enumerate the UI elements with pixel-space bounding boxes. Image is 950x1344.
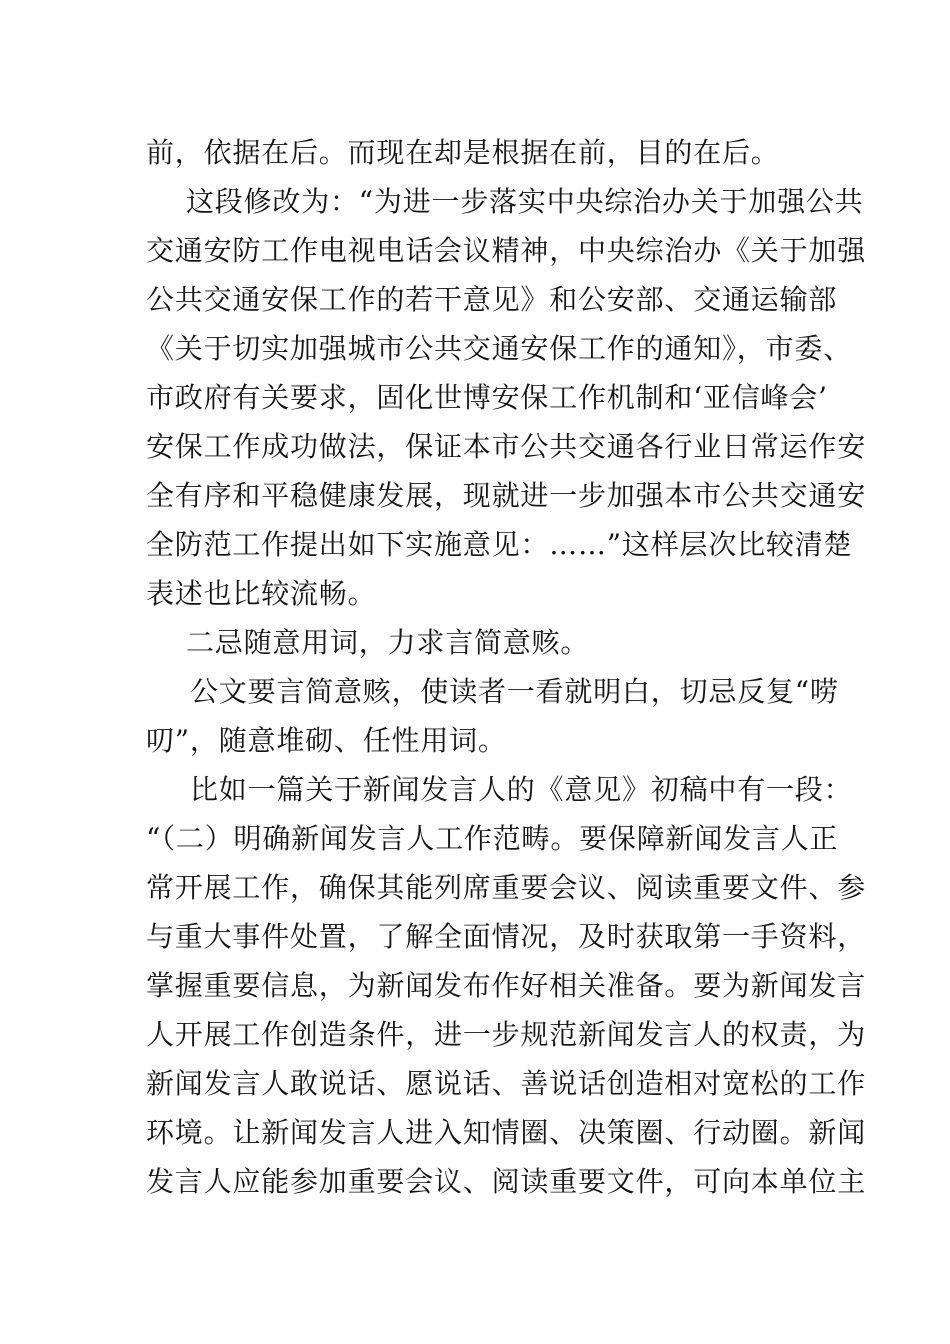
paragraph [146, 667, 839, 765]
text-line: 全有序和平稳健康发展，现就进一步加强本市公共交通安 [146, 479, 867, 512]
text-line: 交通安防工作电视电话会议精神，中央综治办《关于加强 [146, 234, 867, 267]
text-line: 人开展工作创造条件，进一步规范新闻发言人的权责，为 [146, 1018, 867, 1051]
text-line: 公文要言简意赅，使读者一看就明白，切忌反复“唠 [190, 675, 839, 708]
text-line: 《关于切实加强城市公共交通安保工作的通知》，市委、 [146, 332, 853, 365]
text-line: 叨”，随意堆砌、任性用词。 [146, 724, 507, 757]
text-line: “（二）明确新闻发言人工作范畴。要保障新闻发言人正 [146, 822, 839, 855]
text-line: 与重大事件处置，了解全面情况，及时获取第一手资料， [146, 920, 867, 953]
text-line: 表述也比较流畅。 [146, 577, 377, 610]
text-line: 全防范工作提出如下实施意见：……”这样层次比较清楚 [146, 528, 853, 561]
text-line: 比如一篇关于新闻发言人的《意见》初稿中有一段： [190, 773, 853, 806]
document-body [146, 128, 867, 1206]
paragraph [146, 618, 810, 667]
text-line: 新闻发言人敢说话、愿说话、善说话创造相对宽松的工作 [146, 1067, 867, 1100]
text-line: 常开展工作，确保其能列席重要会议、阅读重要文件、参 [146, 871, 867, 904]
text-line: 发言人应能参加重要会议、阅读重要文件，可向本单位主 [146, 1165, 867, 1198]
text-line: 前，依据在后。而现在却是根据在前，目的在后。 [146, 136, 780, 169]
paragraph [146, 177, 867, 618]
text-line: 公共交通安保工作的若干意见》和公安部、交通运输部 [146, 283, 838, 316]
text-line: 市政府有关要求，固化世博安保工作机制和‘亚信峰会’ [146, 381, 828, 414]
text-line: 这段修改为：“为进一步落实中央综治办关于加强公共 [186, 185, 864, 218]
paragraph [146, 128, 810, 177]
text-line: 安保工作成功做法，保证本市公共交通各行业日常运作安 [146, 430, 867, 463]
text-line: 环境。让新闻发言人进入知情圈、决策圈、行动圈。新闻 [146, 1116, 867, 1149]
text-line: 掌握重要信息，为新闻发布作好相关准备。要为新闻发言 [146, 969, 867, 1002]
text-line: 二忌随意用词，力求言简意赅。 [186, 626, 590, 659]
paragraph [146, 765, 867, 1206]
